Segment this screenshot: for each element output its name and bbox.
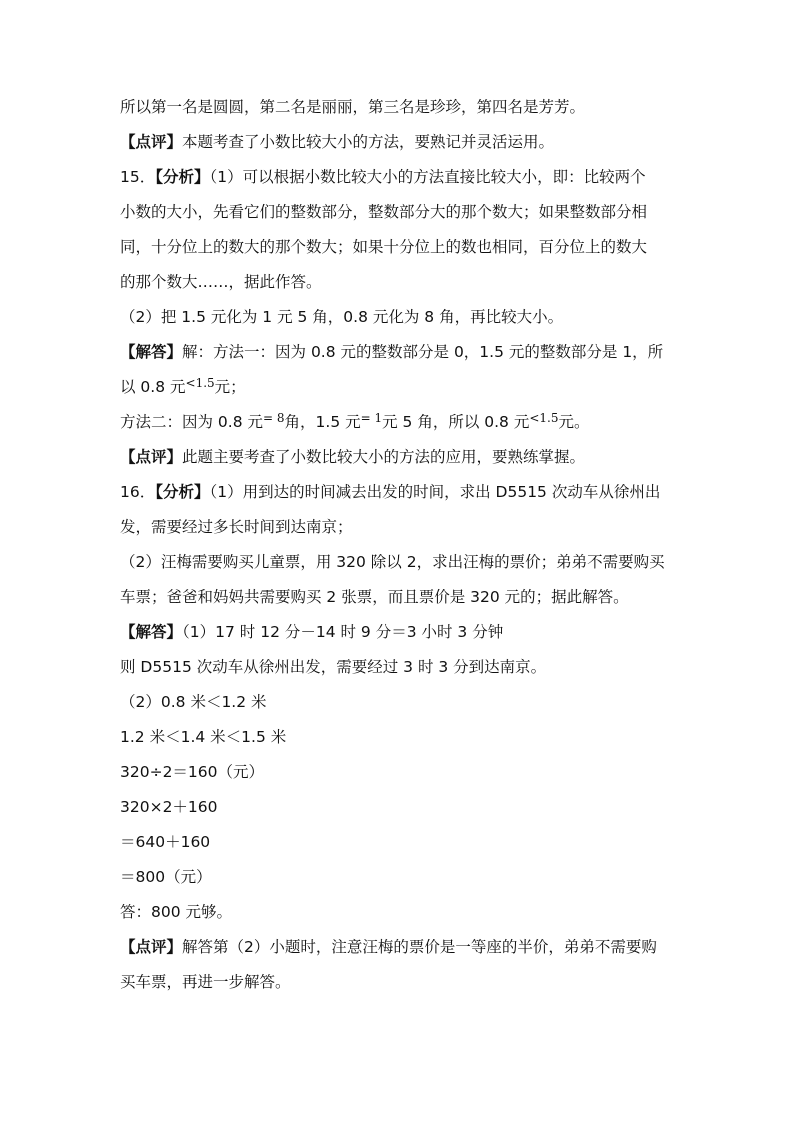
- text-span: 发，需要经过多长时间到达南京；: [120, 518, 353, 536]
- text-span: 则 D5515 次动车从徐州出发，需要经过 3 时 3 分到达南京。: [120, 658, 547, 676]
- text-span: 以 0.8 元: [120, 378, 186, 396]
- section-tag: 【分析】: [155, 483, 210, 501]
- text-span: 所以第一名是圆圆，第二名是丽丽，第三名是珍珍，第四名是芳芳。: [120, 98, 586, 116]
- text-line: [120, 692, 267, 712]
- question-number: 15．: [120, 168, 156, 186]
- text-line: [120, 587, 629, 607]
- text-line: [120, 552, 665, 572]
- question-number: 16．: [120, 483, 156, 501]
- answer-line: [120, 622, 503, 642]
- text-span: 此题主要考查了小数比较大小的方法的应用，要熟练掌握。: [182, 448, 586, 466]
- text-span: （1）17 时 12 分－14 时 9 分＝3 小时 3 分钟: [182, 623, 504, 641]
- text-line: [120, 517, 353, 537]
- text-line: [120, 762, 264, 782]
- text-line: [120, 972, 291, 992]
- text-span: 元；: [214, 378, 246, 396]
- text-line: [120, 797, 218, 817]
- text-span: 1.2 米＜1.4 米＜1.5 米: [120, 728, 287, 746]
- text-line: [120, 307, 563, 327]
- text-line: [120, 272, 322, 292]
- text-span: 买车票，再进一步解答。: [120, 973, 291, 991]
- comment-line: [120, 937, 657, 957]
- text-span: （2）把 1.5 元化为 1 元 5 角，0.8 元化为 8 角，再比较大小。: [120, 308, 564, 326]
- text-span: （1）可以根据小数比较大小的方法直接比较大小，即：比较两个: [209, 168, 646, 186]
- text-span: 解答第（2）小题时，注意汪梅的票价是一等座的半价，弟弟不需要购: [182, 938, 657, 956]
- math-inline: = 1: [360, 411, 383, 425]
- section-tag: 【点评】: [120, 133, 183, 151]
- section-tag: 【解答】: [120, 343, 183, 361]
- text-span: （1）用到达的时间减去出发的时间，求出 D5515 次动车从徐州出: [209, 483, 661, 501]
- section-tag: 【点评】: [120, 938, 183, 956]
- text-span: 的那个数大……，据此作答。: [120, 273, 322, 291]
- section-tag: 【分析】: [155, 168, 210, 186]
- text-span: ＝800（元）: [120, 868, 212, 886]
- text-span: （2）汪梅需要购买儿童票，用 320 除以 2，求出汪梅的票价；弟弟不需要购买: [120, 553, 665, 571]
- answer-line: [120, 342, 663, 362]
- math-inline: <1.5: [529, 411, 559, 425]
- text-span: 方法二：因为 0.8 元: [120, 413, 264, 431]
- math-inline: <1.5: [185, 376, 215, 390]
- text-line: [120, 657, 546, 677]
- text-line: [120, 902, 232, 922]
- question-15-analysis: [120, 167, 646, 187]
- text-span: 元 5 角，所以 0.8 元: [382, 413, 530, 431]
- section-tag: 【解答】: [120, 623, 183, 641]
- text-span: 320×2＋160: [120, 798, 218, 816]
- text-span: （2）0.8 米＜1.2 米: [120, 693, 267, 711]
- text-span: 角，1.5 元: [284, 413, 361, 431]
- text-span: 答：800 元够。: [120, 903, 233, 921]
- section-tag: 【点评】: [120, 448, 183, 466]
- comment-line: [120, 447, 585, 467]
- question-16-analysis: [120, 482, 660, 502]
- text-line: [120, 867, 212, 887]
- comment-line: [120, 132, 554, 152]
- text-line: [120, 202, 647, 222]
- text-span: 元。: [558, 413, 590, 431]
- text-line: [120, 412, 590, 433]
- math-inline: = 8: [263, 411, 285, 425]
- text-span: 车票；爸爸和妈妈共需要购买 2 张票，而且票价是 320 元的；据此解答。: [120, 588, 629, 606]
- text-span: 本题考查了小数比较大小的方法，要熟记并灵活运用。: [182, 133, 555, 151]
- text-span: ＝640＋160: [120, 833, 211, 851]
- text-span: 解：方法一：因为 0.8 元的整数部分是 0，1.5 元的整数部分是 1，所: [182, 343, 664, 361]
- text-span: 同，十分位上的数大的那个数大；如果十分位上的数也相同，百分位上的数大: [120, 238, 648, 256]
- text-span: 320÷2＝160（元）: [120, 763, 265, 781]
- text-line: [120, 727, 286, 747]
- text-line: [120, 832, 210, 852]
- text-line: [120, 237, 647, 257]
- text-line: [120, 97, 585, 117]
- text-span: 小数的大小，先看它们的整数部分，整数部分大的那个数大；如果整数部分相: [120, 203, 648, 221]
- text-line: [120, 377, 246, 398]
